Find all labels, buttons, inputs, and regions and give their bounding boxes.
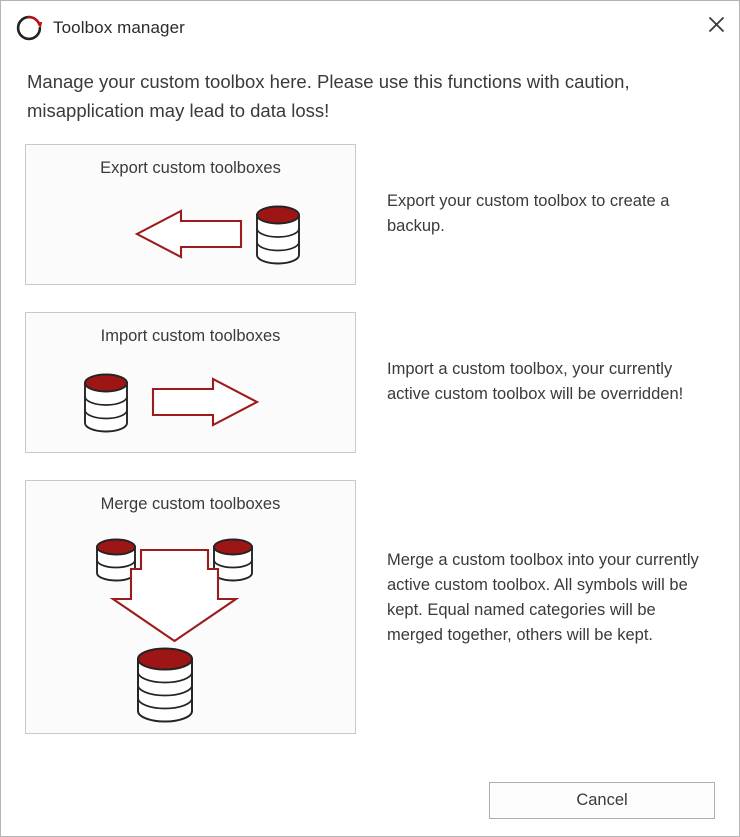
merge-description: Merge a custom toolbox into your currently active custom toolbox. All symbols will be kept. Equal named categories will be merged together, others will be kept. xyxy=(387,551,699,644)
export-panel-title: Export custom toolboxes xyxy=(100,159,281,177)
import-description: Import a custom toolbox, your currently active custom toolbox will be overridden! xyxy=(387,360,684,403)
section-merge xyxy=(1,480,739,734)
dialog-footer xyxy=(1,764,739,836)
import-panel[interactable] xyxy=(25,312,356,453)
section-export xyxy=(1,144,739,285)
circular-arrow-logo-icon xyxy=(15,14,43,42)
export-panel[interactable] xyxy=(25,144,356,285)
section-import xyxy=(1,312,739,453)
export-description: Export your custom toolbox to create a backup. xyxy=(387,192,670,235)
titlebar xyxy=(1,1,739,54)
close-icon[interactable] xyxy=(693,1,739,47)
import-panel-title: Import custom toolboxes xyxy=(100,327,281,345)
merge-panel-title: Merge custom toolboxes xyxy=(100,495,281,513)
merge-databases-icon xyxy=(26,520,355,733)
cancel-button[interactable]: Cancel xyxy=(489,782,715,819)
merge-panel[interactable] xyxy=(25,480,356,734)
sections-list xyxy=(1,144,739,734)
database-arrow-right-icon xyxy=(26,352,355,452)
arrow-left-database-icon xyxy=(26,184,355,284)
window-title: Toolbox manager xyxy=(53,17,185,37)
intro-text: Manage your custom toolbox here. Please use this functions with caution, misapplication may lead to data loss! xyxy=(27,71,630,121)
